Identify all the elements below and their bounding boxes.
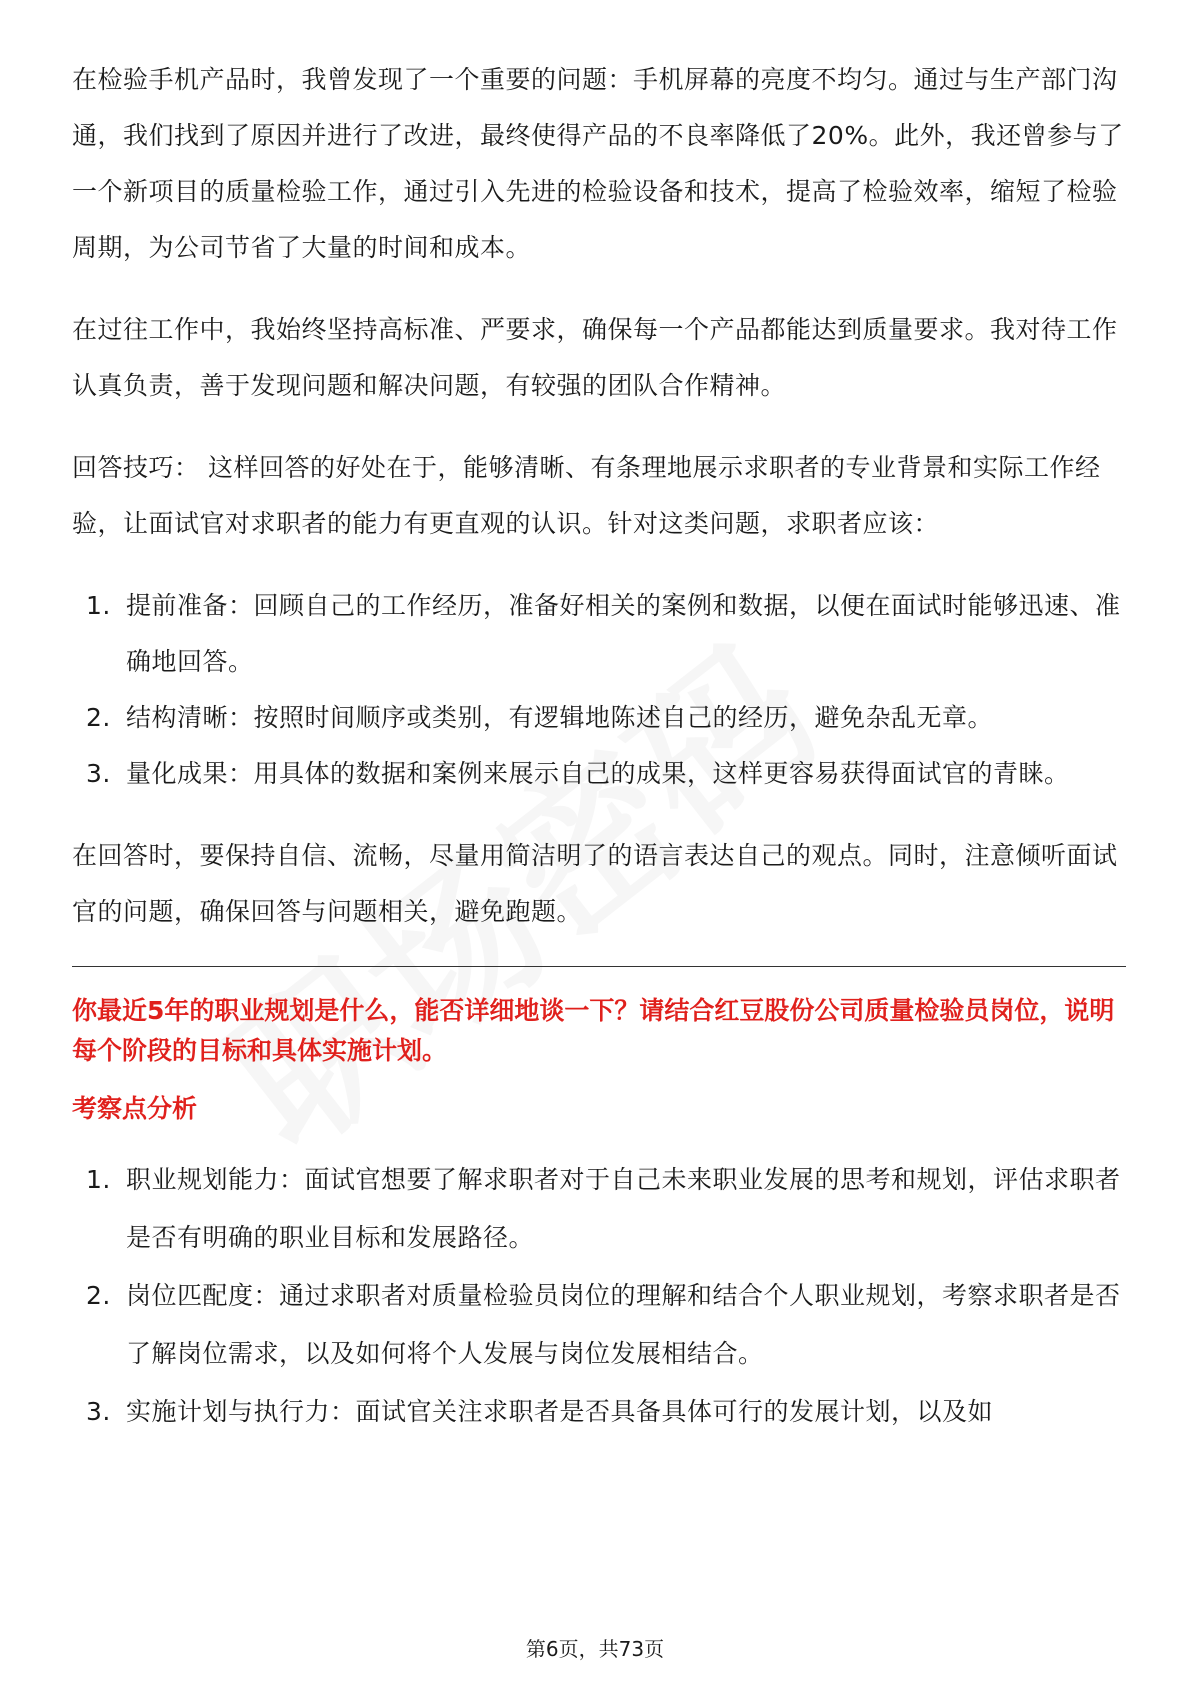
list-item-text: 结构清晰：按照时间顺序或类别，有逻辑地陈述自己的经历，避免杂乱无章。 <box>126 703 994 732</box>
paragraph-work-attitude: 在过往工作中，我始终坚持高标准、严要求，确保每一个产品都能达到质量要求。我对待工作认真负责，善于发现问题和解决问题，有较强的团队合作精神。 <box>72 315 1118 400</box>
list-number: 1. <box>86 591 111 620</box>
analysis-heading: 考察点分析 <box>72 1094 198 1123</box>
list-number: 1. <box>86 1165 111 1194</box>
section-divider <box>72 966 1126 967</box>
interview-question: 你最近5年的职业规划是什么，能否详细地谈一下？请结合红豆股份公司质量检验员岗位，说明每个阶段的目标和具体实施计划。 <box>72 996 1115 1065</box>
list-item-text: 量化成果：用具体的数据和案例来展示自己的成果，这样更容易获得面试官的青睐。 <box>126 759 1070 788</box>
list-item-text: 提前准备：回顾自己的工作经历，准备好相关的案例和数据，以便在面试时能够迅速、准确地回答。 <box>126 591 1121 676</box>
list-item <box>72 746 1126 802</box>
paragraph-answer-tips: 回答技巧： 这样回答的好处在于，能够清晰、有条理地展示求职者的专业背景和实际工作经验，让面试官对求职者的能力有更直观的认识。针对这类问题，求职者应该： <box>72 453 1101 538</box>
analysis-list <box>72 1151 1126 1441</box>
list-number: 3. <box>86 1397 111 1426</box>
list-item-text: 实施计划与执行力：面试官关注求职者是否具备具体可行的发展计划，以及如 <box>126 1397 994 1426</box>
tips-list <box>72 578 1126 802</box>
list-number: 2. <box>86 1281 111 1310</box>
paragraph-closing: 在回答时，要保持自信、流畅，尽量用简洁明了的语言表达自己的观点。同时，注意倾听面试官的问题，确保回答与问题相关，避免跑题。 <box>72 841 1118 926</box>
paragraph-experience: 在检验手机产品时，我曾发现了一个重要的问题：手机屏幕的亮度不均匀。通过与生产部门沟通，我们找到了原因并进行了改进，最终使得产品的不良率降低了20%。此外，我还曾参与了一个新项目的质量检验工作，通过引入先进的检验设备和技术，提高了检验效率，缩短了检验周期，为公司节省了大量的时间和成本。 <box>72 65 1124 262</box>
page-number: 第6页，共73页 <box>525 1637 665 1661</box>
list-item <box>72 1267 1126 1383</box>
list-item <box>72 1383 1126 1441</box>
list-item <box>72 690 1126 746</box>
list-item-text: 岗位匹配度：通过求职者对质量检验员岗位的理解和结合个人职业规划，考察求职者是否了解岗位需求，以及如何将个人发展与岗位发展相结合。 <box>126 1281 1121 1368</box>
list-item <box>72 1151 1126 1267</box>
list-number: 2. <box>86 703 111 732</box>
list-number: 3. <box>86 759 111 788</box>
document-body <box>72 52 1126 1467</box>
list-item-text: 职业规划能力：面试官想要了解求职者对于自己未来职业发展的思考和规划，评估求职者是否有明确的职业目标和发展路径。 <box>126 1165 1121 1252</box>
list-item <box>72 578 1126 690</box>
